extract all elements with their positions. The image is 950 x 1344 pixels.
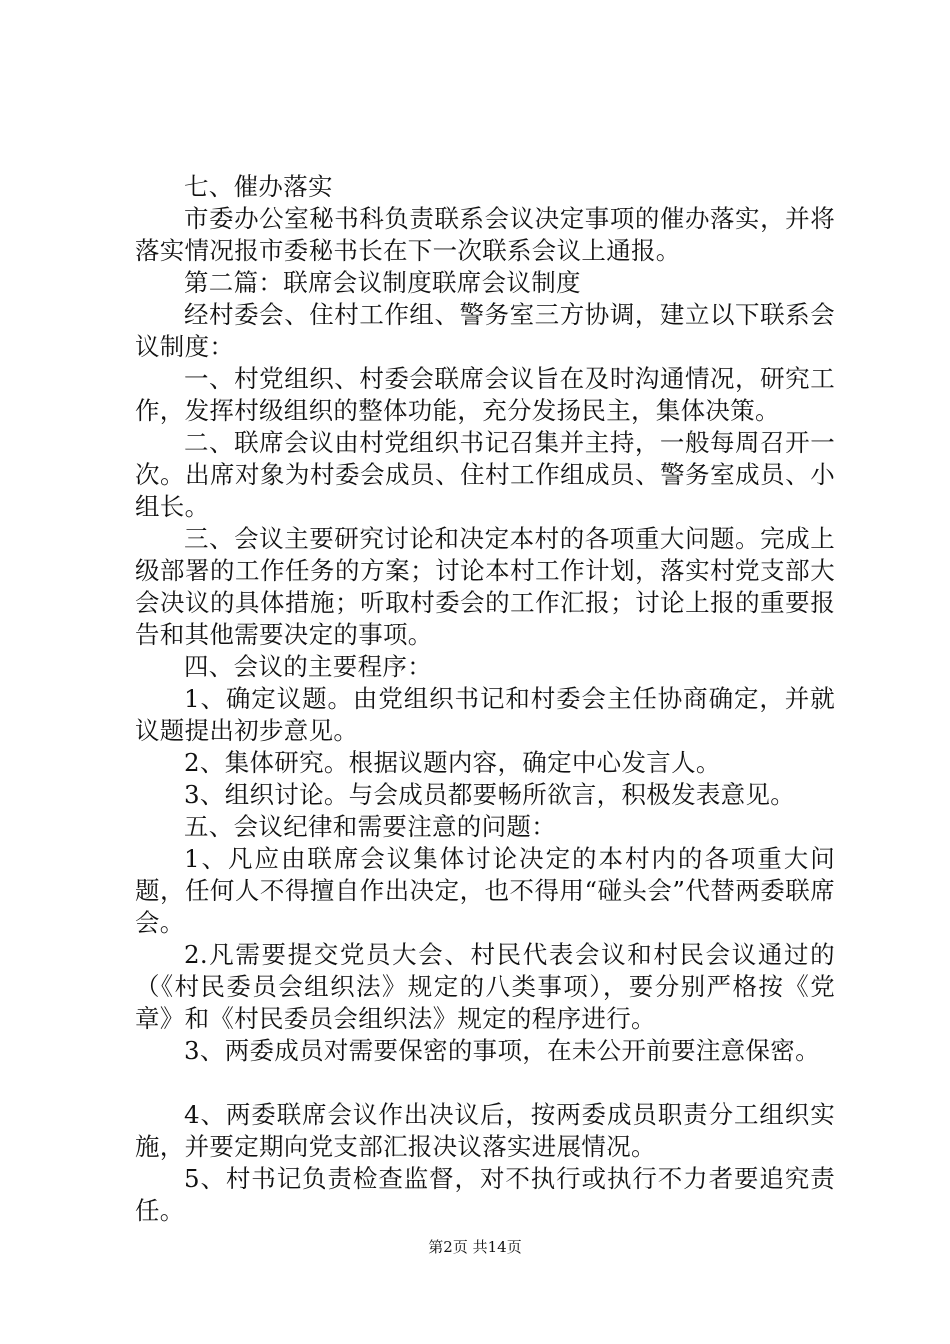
page-footer [0, 1237, 950, 1257]
list-item: 2、集体研究。根据议题内容，确定中心发言人。 [184, 748, 721, 777]
paragraph: 三、会议主要研究讨论和决定本村的各项重大问题。完成上级部署的工作任务的方案；讨论本村工作计划，落实村党支部大会决议的具体措施；听取村委会的工作汇报；讨论上报的重要报告和其他需要决定的事项。 [135, 524, 835, 649]
list-item: 1、凡应由联席会议集体讨论决定的本村内的各项重大问题，任何人不得擅自作出决定，也不得用“碰头会”代替两委联席会。 [135, 844, 835, 937]
list-item: 5、村书记负责检查监督，对不执行或执行不力者要追究责任。 [135, 1164, 835, 1225]
page-number-label: 第2页 共14页 [428, 1238, 522, 1256]
paragraph: 二、联席会议由村党组织书记召集并主持，一般每周召开一次。出席对象为村委会成员、住村工作组成员、警务室成员、小组长。 [135, 428, 835, 521]
list-item: 4、两委联席会议作出决议后，按两委成员职责分工组织实施，并要定期向党支部汇报决议落实进展情况。 [135, 1100, 835, 1161]
paragraph: 市委办公室秘书科负责联系会议决定事项的催办落实，并将落实情况报市委秘书长在下一次联系会议上通报。 [135, 204, 835, 265]
list-item: 3、两委成员对需要保密的事项，在未公开前要注意保密。 [184, 1036, 820, 1065]
list-item: 3、组织讨论。与会成员都要畅所欲言，积极发表意见。 [184, 780, 796, 809]
list-item: 1、确定议题。由党组织书记和村委会主任协商确定，并就议题提出初步意见。 [135, 684, 835, 745]
blank-line [135, 1067, 835, 1099]
section-heading-five: 五、会议纪律和需要注意的问题： [184, 812, 556, 841]
paragraph: 经村委会、住村工作组、警务室三方协调，建立以下联系会议制度： [135, 300, 835, 361]
section-heading-four: 四、会议的主要程序： [184, 652, 432, 681]
chapter-title: 第二篇：联席会议制度联席会议制度 [184, 268, 581, 297]
list-item: 2.凡需要提交党员大会、村民代表会议和村民会议通过的（《村民委员会组织法》规定的八类事项），要分别严格按《党章》和《村民委员会组织法》规定的程序进行。 [135, 940, 835, 1033]
paragraph: 一、村党组织、村委会联席会议旨在及时沟通情况，研究工作，发挥村级组织的整体功能，充分发扬民主，集体决策。 [135, 364, 835, 425]
section-heading-seven: 七、催办落实 [184, 172, 333, 201]
document-body [135, 171, 835, 1227]
